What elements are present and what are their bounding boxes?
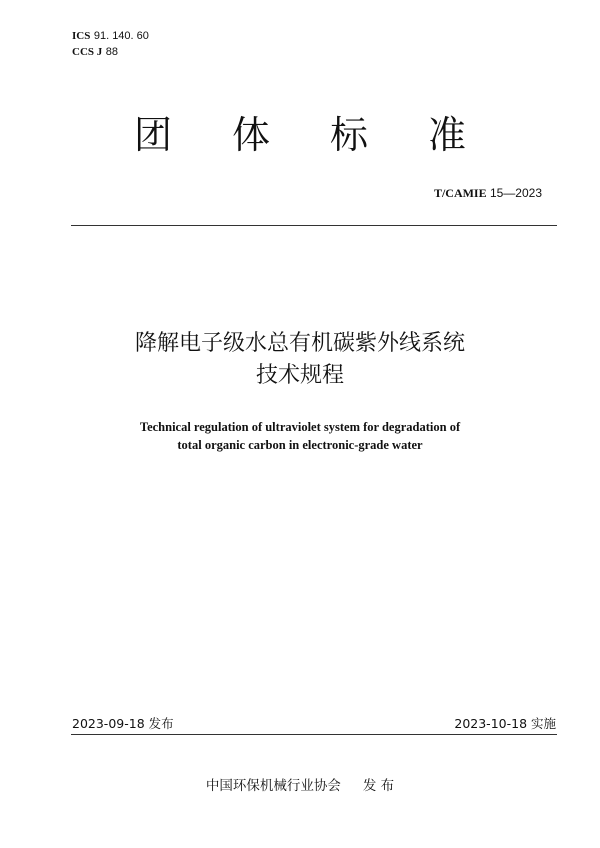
standard-prefix: T/CAMIE	[433, 186, 487, 200]
ccs-code	[72, 44, 149, 60]
bottom-divider	[71, 734, 557, 735]
ics-value: 91. 140. 60	[93, 30, 149, 42]
ics-code	[72, 28, 149, 44]
doc-type-char: 体	[231, 113, 270, 157]
issuing-organization	[0, 774, 600, 794]
standard-number	[434, 186, 542, 201]
publish-date: 2023-09-18 发布	[72, 716, 174, 731]
chinese-title-line-1: 降解电子级水总有机碳紫外线系统	[134, 331, 465, 356]
issuer-action: 发 布	[362, 778, 395, 794]
ccs-value: 88	[105, 46, 119, 58]
classification-codes	[72, 28, 149, 60]
top-divider	[71, 225, 557, 226]
standard-id: 15—2023	[489, 186, 542, 200]
chinese-title	[0, 328, 600, 392]
issuer-name: 中国环保机械行业协会	[205, 778, 341, 794]
english-title	[0, 418, 600, 454]
ccs-label: CCS J	[72, 46, 103, 58]
doc-type-char: 团	[133, 113, 172, 157]
document-type-heading	[0, 110, 600, 160]
doc-type-char: 标	[329, 113, 368, 157]
doc-type-char: 准	[427, 113, 466, 157]
chinese-title-line-2: 技术规程	[255, 363, 344, 388]
english-title-line-2: total organic carbon in electronic-grade water	[177, 438, 423, 452]
implement-date: 2023-10-18 实施	[454, 716, 556, 731]
english-title-line-1: Technical regulation of ultraviolet system for degradation of	[139, 420, 461, 434]
ics-label: ICS	[72, 30, 91, 42]
